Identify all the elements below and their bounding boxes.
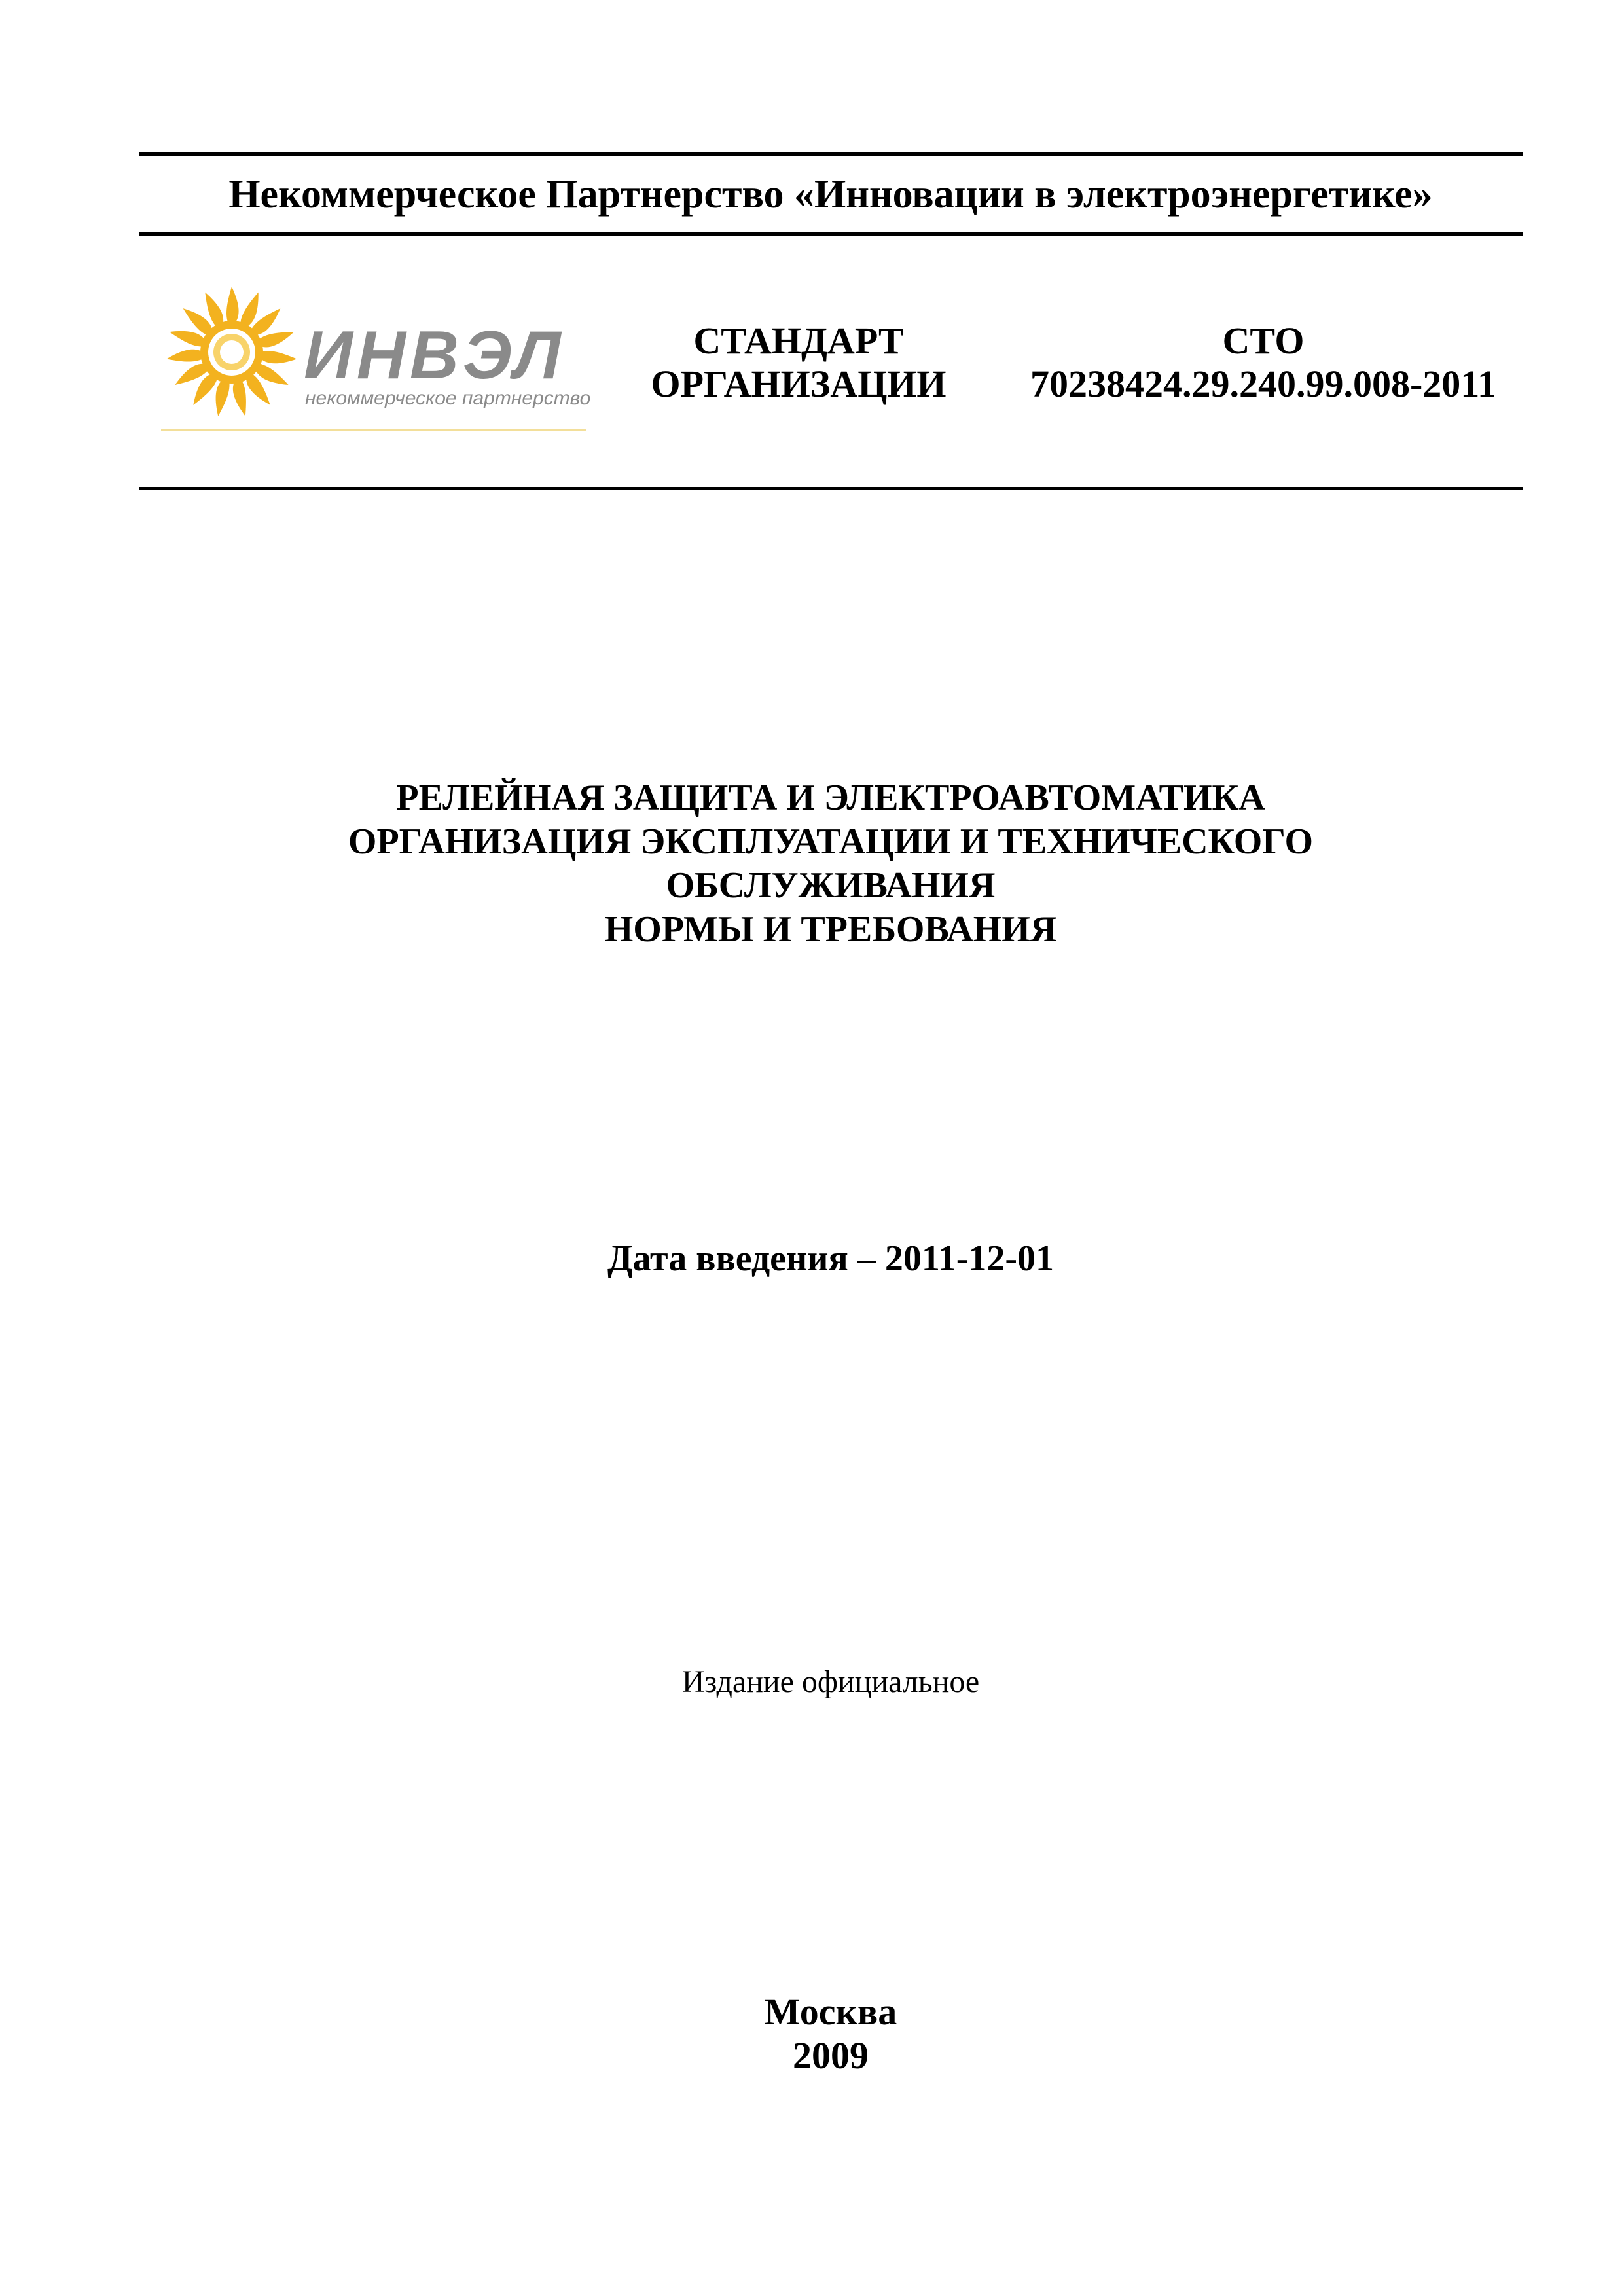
edition-note: Издание официальное	[681, 1664, 980, 1699]
title-line-1: РЕЛЕЙНАЯ ЗАЩИТА И ЭЛЕКТРОАВТОМАТИКА	[396, 778, 1265, 818]
standard-label	[628, 319, 969, 406]
header-rule	[139, 232, 1523, 236]
publication-place-year	[139, 1990, 1523, 2077]
publication-year: 2009	[793, 2034, 869, 2077]
organization-name: Некоммерческое Партнерство «Инновации в электроэнергетике»	[228, 172, 1433, 217]
header-bottom-rule	[139, 487, 1523, 490]
document-title	[139, 776, 1523, 952]
standard-code-line2: 70238424.29.240.99.008-2011	[1030, 363, 1497, 405]
title-line-3: ОБСЛУЖИВАНИЯ	[666, 865, 996, 906]
standard-label-line1: СТАНДАРТ	[693, 319, 904, 362]
standard-label-line2: ОРГАНИЗАЦИИ	[651, 363, 947, 405]
top-rule	[139, 152, 1523, 156]
logo-wordmark: ИНВЭЛ	[304, 317, 565, 393]
standard-code	[1001, 319, 1525, 406]
invel-logo	[160, 280, 592, 437]
standard-code-line1: СТО	[1222, 319, 1305, 362]
title-line-2: ОРГАНИЗАЦИЯ ЭКСПЛУАТАЦИИ И ТЕХНИЧЕСКОГО	[348, 821, 1314, 862]
introduction-date: Дата введения – 2011-12-01	[607, 1238, 1055, 1279]
publication-city: Москва	[764, 1990, 897, 2033]
title-line-4: НОРМЫ И ТРЕБОВАНИЯ	[604, 909, 1057, 950]
logo-tagline: некоммерческое партнерство	[305, 387, 591, 409]
sun-icon	[166, 287, 297, 418]
